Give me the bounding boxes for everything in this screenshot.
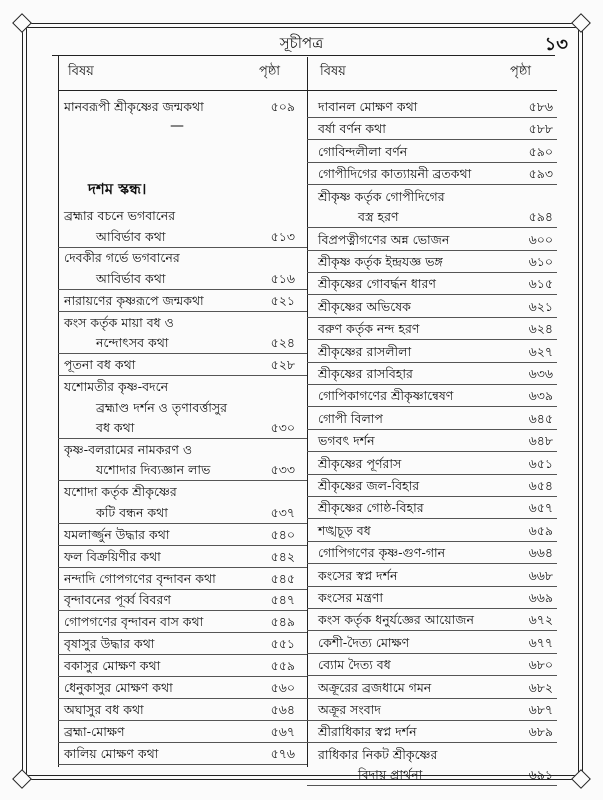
toc-entry-page: ৬৫৯ <box>528 522 553 538</box>
entry-separator-line <box>307 317 557 318</box>
toc-entry-page: ৬৩৬ <box>528 365 553 381</box>
entry-separator-line <box>307 474 557 475</box>
toc-entry-page: ৬৬৮ <box>528 567 553 583</box>
toc-entry-text: ধেনুকাসুর মোক্ষণ কথা <box>64 680 173 695</box>
toc-entry-text: কালিয় মোক্ষণ কথা <box>64 745 159 761</box>
toc-entry-page: ৫৮৮ <box>528 121 553 137</box>
entry-separator-line <box>58 353 307 354</box>
toc-entry-text: শ্রীকৃষ্ণের রাসলীলা <box>318 343 412 359</box>
toc-entry-text: শ্রীকৃষ্ণের গোবর্দ্ধন ধারণ <box>318 276 436 292</box>
toc-entry-text: শ্রীরাধিকার স্বপ্ন দর্শন <box>318 724 417 740</box>
toc-entry-page: ৬৭৭ <box>528 634 553 650</box>
entry-separator-line <box>307 451 557 452</box>
toc-entry-page: ৬১০ <box>528 253 553 269</box>
left-page-label: পৃষ্ঠা <box>259 64 281 79</box>
left-header-rule <box>58 90 307 91</box>
toc-entry-text: শ্রীকৃষ্ণ কর্তৃক ইন্দ্রযজ্ঞ ভঙ্গ <box>318 253 443 269</box>
toc-entry-page: ৬৩৯ <box>528 388 553 404</box>
toc-entry-page: ৬৯১ <box>528 767 553 783</box>
toc-entry-page: ৫৪৫ <box>270 570 295 586</box>
toc-entry-page: ৬৪৮ <box>528 433 553 449</box>
toc-entry-page: ৫১৩ <box>270 228 295 244</box>
toc-entry-text: শ্রীকৃষ্ণ কর্তৃক গোপীদিগের <box>318 188 445 204</box>
toc-entry-text: বৃন্দাবনের পূর্ব্ব বিবরণ <box>64 592 171 608</box>
toc-entry-page: ৫৩০ <box>270 420 295 435</box>
toc-entry-text: নারায়ণের কৃষ্ণরূপে জন্মকথা <box>64 292 204 308</box>
toc-entry-text: বধ কথা <box>96 420 135 435</box>
toc-entry-text: যমলার্জ্জুন উদ্ধার কথা <box>64 526 170 542</box>
toc-entry-page: ৫৯৩ <box>528 166 553 182</box>
entry-separator-line <box>58 698 307 699</box>
entry-separator-line <box>307 720 557 721</box>
toc-entry-page: ৫৫১ <box>270 636 295 652</box>
separator-dash: — <box>170 118 184 134</box>
toc-entry-text: বিদায় প্রার্থনা <box>358 767 423 783</box>
toc-entry-text: অঘাসুর বধ কথা <box>64 701 144 717</box>
toc-entry-page: ৬৮৭ <box>528 701 553 717</box>
left-first-entry-page: ৫০৯ <box>270 99 295 114</box>
entry-separator-line <box>307 294 557 295</box>
entry-separator-line <box>307 162 557 163</box>
entry-separator-line <box>58 438 307 439</box>
toc-entry-text: ব্রহ্মা-মোক্ষণ <box>64 723 125 739</box>
toc-entry-text: ব্যোম দৈত্য বধ <box>318 657 391 673</box>
toc-entry-page: ৬৮০ <box>528 657 553 673</box>
toc-entry-page: ৬৮৯ <box>528 724 553 740</box>
entry-separator-line <box>307 362 557 363</box>
left-first-entry-title: মানবরূপী শ্রীকৃষ্ণের জন্মকথা <box>64 99 204 114</box>
toc-entry-page: ৫৪০ <box>270 526 295 542</box>
toc-entry-text: আবির্ভাব কথা <box>96 228 166 244</box>
toc-entry-page: ৫৩৩ <box>270 462 295 478</box>
toc-entry-text: শ্রীকৃষ্ণের গোষ্ঠ-বিহার <box>318 500 424 516</box>
left-subject-label: বিষয় <box>68 64 94 79</box>
entry-separator-line <box>307 541 557 542</box>
toc-entry-text: ব্রহ্মাণ্ড দর্শন ও তৃণাবর্ত্তাসুর <box>96 399 228 415</box>
toc-entry-text: রাধিকার নিকট শ্রীকৃষ্ণের <box>318 746 438 762</box>
entry-separator-line <box>58 247 307 248</box>
left-margin-rule <box>58 56 59 767</box>
entry-separator-line <box>58 764 307 765</box>
toc-entry-page: ৬৫১ <box>528 455 553 471</box>
entry-separator-line <box>307 518 557 519</box>
toc-entry-page: ৫৪২ <box>270 548 295 564</box>
entry-separator-line <box>58 480 307 481</box>
entry-separator-line <box>307 698 557 699</box>
entry-separator-line <box>58 742 307 743</box>
toc-entry-page: ৬০০ <box>528 231 553 247</box>
entry-separator-line <box>307 675 557 676</box>
entry-separator-line <box>58 610 307 611</box>
toc-entry-page: ৫২১ <box>270 292 295 308</box>
toc-entry-text: গোপীদিগের কাত্যায়নী ব্রতকথা <box>318 166 472 182</box>
toc-entry-text: যশোমতীর কৃষ্ণ-বদনে <box>64 379 169 394</box>
entry-separator-line <box>307 429 557 430</box>
section-heading: দশম স্কন্ধ। <box>88 180 147 198</box>
entry-separator-line <box>58 567 307 568</box>
toc-entry-text: বকাসুর মোক্ষণ কথা <box>64 658 161 674</box>
toc-entry-text: গোপী বিলাপ <box>318 410 383 426</box>
toc-entry-text: শ্রীকৃষ্ণের রাসবিহার <box>318 365 413 381</box>
toc-entry-page: ৬৫৪ <box>528 477 553 493</box>
toc-entry-page: ৫৬০ <box>270 680 295 695</box>
toc-entry-text: অক্রূরের ব্রজধামে গমন <box>318 679 432 695</box>
header-divider <box>52 55 555 56</box>
entry-separator-line <box>58 720 307 721</box>
right-subject-label: বিষয় <box>320 64 346 79</box>
entry-separator-line <box>307 630 557 631</box>
toc-entry-text: নন্দাদি গোপগণের বৃন্দাবন কথা <box>64 570 216 586</box>
toc-entry-page: ৫৯০ <box>528 143 553 159</box>
toc-entry-text: বস্ত্র হরণ <box>358 209 399 225</box>
toc-entry-text: কংসের স্বপ্ন দর্শন <box>318 567 398 583</box>
toc-entry-page: ৫৩৭ <box>270 504 295 520</box>
toc-entry-text: শ্রীকৃষ্ণের পূর্ণরাস <box>318 455 402 471</box>
entry-separator-line <box>307 406 557 407</box>
toc-entry-page: ৫৮৬ <box>528 99 553 114</box>
toc-entry-page: ৬২৪ <box>528 321 553 337</box>
entry-separator-line <box>58 676 307 677</box>
entry-separator-line <box>307 250 557 251</box>
right-page-label: পৃষ্ঠা <box>510 64 532 79</box>
entry-separator-line <box>307 586 557 587</box>
toc-entry-text: যশোদার দিব্যজ্ঞান লাভ <box>96 462 211 478</box>
entry-separator-line <box>307 227 557 228</box>
toc-entry-text: গোপিগণের কৃষ্ণ-গুণ-গান <box>318 545 446 561</box>
right-header-rule <box>307 90 557 91</box>
entry-separator-line <box>58 311 307 312</box>
toc-entry-text: অক্রূর সংবাদ <box>318 701 381 717</box>
toc-entry-text: যশোদা কর্তৃক শ্রীকৃষ্ণের <box>64 484 177 500</box>
entry-separator-line <box>58 289 307 290</box>
entry-separator-line <box>307 139 557 140</box>
toc-entry-text: কংসের মন্ত্রণা <box>318 589 384 605</box>
entry-separator-line <box>307 653 557 654</box>
toc-entry-page: ৫৬৭ <box>270 723 295 739</box>
entry-separator-line <box>307 184 557 185</box>
toc-entry-page: ৫১৬ <box>270 270 295 286</box>
toc-entry-page: ৬৬৪ <box>528 545 553 561</box>
toc-entry-page: ৫২৪ <box>270 335 295 351</box>
toc-entry-text: শঙ্খচূড় বধ <box>318 522 371 538</box>
toc-entry-text: দাবানল মোক্ষণ কথা <box>318 99 418 114</box>
toc-entry-text: দেবকীর গর্ভে ভগবানের <box>64 250 180 266</box>
toc-entry-page: ৫৯৪ <box>528 209 553 225</box>
entry-separator-line <box>307 384 557 385</box>
toc-entry-page: ৬৭২ <box>528 612 553 628</box>
entry-separator-line <box>58 545 307 546</box>
entry-separator-line <box>58 523 307 524</box>
toc-entry-text: ব্রহ্মার বচনে ভগবানের <box>64 208 176 223</box>
toc-entry-text: গোবিন্দলীলা বর্ণন <box>318 143 408 159</box>
entry-separator-line <box>58 589 307 590</box>
entry-separator-line <box>307 272 557 273</box>
toc-entry-text: গোপগণের বৃন্দাবন বাস কথা <box>64 614 204 630</box>
toc-entry-text: বর্ষা বর্ণন কথা <box>318 121 386 137</box>
page-number: ১৩ <box>544 34 568 55</box>
toc-entry-page: ৫৬৪ <box>270 701 295 717</box>
page-title: সূচীপত্র <box>279 34 324 52</box>
toc-entry-text: কেশী-দৈত্য মোক্ষণ <box>318 634 410 650</box>
entry-separator-line <box>58 632 307 633</box>
toc-entry-text: কৃষ্ণ-বলরামের নামকরণ ও <box>64 441 193 457</box>
toc-entry-page: ৬১৫ <box>528 276 553 292</box>
toc-entry-page: ৬২১ <box>528 298 553 314</box>
toc-entry-page: ৬২৭ <box>528 343 553 359</box>
entry-separator-line <box>307 339 557 340</box>
toc-entry-text: নন্দোৎসব কথা <box>96 335 169 351</box>
entry-separator-line <box>307 608 557 609</box>
toc-entry-text: বরুণ কর্তৃক নন্দ হরণ <box>318 321 420 337</box>
toc-entry-page: ৬৬৯ <box>528 589 553 605</box>
toc-entry-page: ৫৭৬ <box>270 745 295 761</box>
column-divider <box>307 57 308 767</box>
toc-entry-text: ভগবৎ দর্শন <box>318 433 375 449</box>
toc-entry-page: ৬৪৫ <box>528 410 553 426</box>
entry-separator-line <box>307 563 557 564</box>
toc-entry-text: গোপিকাগণের শ্রীকৃষ্ণান্বেষণ <box>318 388 454 404</box>
toc-entry-text: বিপ্রপত্নীগণের অন্ন ভোজন <box>318 231 450 247</box>
toc-entry-text: শ্রীকৃষ্ণের অভিষেক <box>318 298 411 314</box>
toc-entry-page: ৫৪৭ <box>270 592 295 608</box>
toc-entry-text: কংস কর্তৃক মায়া বধ ও <box>64 314 174 330</box>
entry-separator-line <box>307 117 557 118</box>
toc-entry-text: কংস কর্তৃক ধনুর্যজ্ঞের আয়োজন <box>318 612 474 628</box>
toc-entry-text: কটি বন্ধন কথা <box>96 504 168 520</box>
toc-entry-text: ফল বিক্রয়িণীর কথা <box>64 548 161 564</box>
entry-separator-line <box>307 742 557 743</box>
toc-entry-text: শ্রীকৃষ্ণের জল-বিহার <box>318 477 420 493</box>
toc-entry-page: ৫৫৯ <box>270 658 295 674</box>
toc-entry-text: পূতনা বধ কথা <box>64 357 136 373</box>
toc-entry-text: বৃষাসুর উদ্ধার কথা <box>64 636 155 652</box>
toc-entry-page: ৬৮২ <box>528 679 553 695</box>
toc-entry-text: আবির্ভাব কথা <box>96 270 166 286</box>
entry-separator-line <box>307 496 557 497</box>
entry-separator-line <box>307 785 557 786</box>
toc-entry-page: ৫৪৯ <box>270 614 295 630</box>
entry-separator-line <box>58 654 307 655</box>
toc-entry-page: ৬৫৭ <box>528 500 553 516</box>
entry-separator-line <box>58 375 307 376</box>
toc-entry-page: ৫২৮ <box>270 357 295 373</box>
